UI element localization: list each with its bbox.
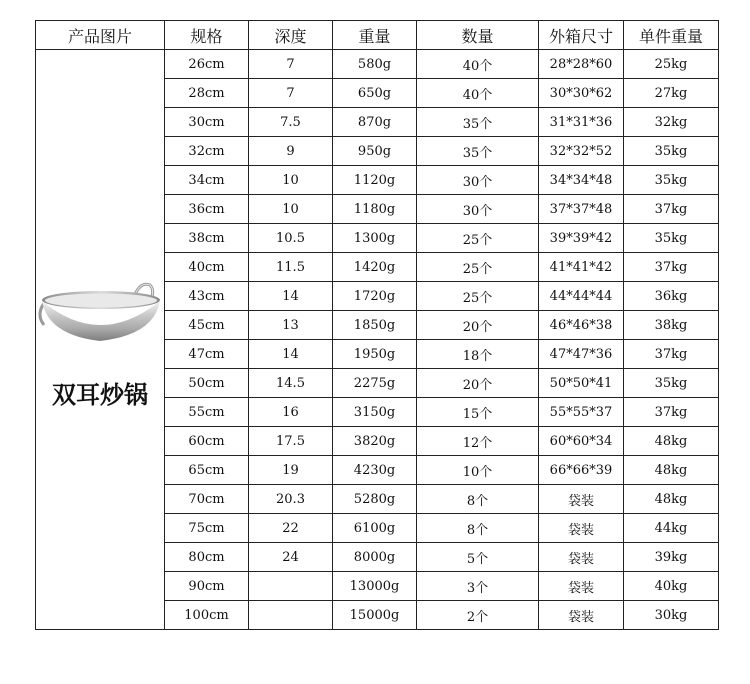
cell-box-size: 41*41*42: [539, 253, 624, 282]
cell-size: 26cm: [165, 50, 249, 79]
cell-depth: 11.5: [249, 253, 333, 282]
cell-size: 90cm: [165, 572, 249, 601]
cell-unit-weight: 40kg: [624, 572, 719, 601]
cell-size: 32cm: [165, 137, 249, 166]
product-name: 双耳炒锅: [52, 380, 148, 409]
cell-weight: 4230g: [333, 456, 417, 485]
cell-size: 28cm: [165, 79, 249, 108]
cell-depth: 10: [249, 195, 333, 224]
cell-weight: 3820g: [333, 427, 417, 456]
cell-unit-weight: 37kg: [624, 398, 719, 427]
cell-unit-weight: 35kg: [624, 137, 719, 166]
header-quantity: 数量: [417, 21, 539, 50]
cell-depth: 19: [249, 456, 333, 485]
cell-quantity: 12个: [417, 427, 539, 456]
cell-box-size: 66*66*39: [539, 456, 624, 485]
cell-quantity: 30个: [417, 166, 539, 195]
table-row: [36, 50, 719, 79]
wok-with-two-handles-icon: [36, 275, 164, 355]
cell-size: 45cm: [165, 311, 249, 340]
cell-depth: 7.5: [249, 108, 333, 137]
cell-box-size: 31*31*36: [539, 108, 624, 137]
cell-unit-weight: 39kg: [624, 543, 719, 572]
cell-weight: 1420g: [333, 253, 417, 282]
header-product-image: 产品图片: [36, 21, 165, 50]
cell-weight: 580g: [333, 50, 417, 79]
cell-weight: 950g: [333, 137, 417, 166]
cell-unit-weight: 37kg: [624, 195, 719, 224]
spec-table: [35, 20, 719, 630]
cell-weight: 1720g: [333, 282, 417, 311]
cell-quantity: 15个: [417, 398, 539, 427]
cell-box-size: 46*46*38: [539, 311, 624, 340]
cell-box-size: 44*44*44: [539, 282, 624, 311]
cell-size: 30cm: [165, 108, 249, 137]
cell-box-size: 55*55*37: [539, 398, 624, 427]
cell-unit-weight: 35kg: [624, 369, 719, 398]
cell-quantity: 10个: [417, 456, 539, 485]
cell-box-size: 袋装: [539, 543, 624, 572]
product-figure: [36, 235, 164, 445]
cell-box-size: 袋装: [539, 485, 624, 514]
cell-weight: 1950g: [333, 340, 417, 369]
cell-weight: 1850g: [333, 311, 417, 340]
cell-depth: 20.3: [249, 485, 333, 514]
cell-box-size: 47*47*36: [539, 340, 624, 369]
cell-weight: 6100g: [333, 514, 417, 543]
cell-quantity: 25个: [417, 282, 539, 311]
cell-box-size: 30*30*62: [539, 79, 624, 108]
cell-unit-weight: 30kg: [624, 601, 719, 630]
cell-quantity: 20个: [417, 311, 539, 340]
header-size: 规格: [165, 21, 249, 50]
cell-depth: 24: [249, 543, 333, 572]
cell-quantity: 40个: [417, 79, 539, 108]
cell-quantity: 8个: [417, 485, 539, 514]
header-depth: 深度: [249, 21, 333, 50]
cell-weight: 15000g: [333, 601, 417, 630]
cell-quantity: 25个: [417, 224, 539, 253]
header-row: [36, 21, 719, 50]
cell-size: 43cm: [165, 282, 249, 311]
cell-size: 65cm: [165, 456, 249, 485]
cell-unit-weight: 27kg: [624, 79, 719, 108]
cell-weight: 650g: [333, 79, 417, 108]
cell-depth: 10: [249, 166, 333, 195]
cell-unit-weight: 32kg: [624, 108, 719, 137]
cell-box-size: 袋装: [539, 601, 624, 630]
cell-weight: 1180g: [333, 195, 417, 224]
cell-depth: 10.5: [249, 224, 333, 253]
cell-quantity: 8个: [417, 514, 539, 543]
cell-unit-weight: 48kg: [624, 456, 719, 485]
cell-quantity: 40个: [417, 50, 539, 79]
cell-weight: 3150g: [333, 398, 417, 427]
cell-box-size: 50*50*41: [539, 369, 624, 398]
cell-quantity: 20个: [417, 369, 539, 398]
cell-quantity: 35个: [417, 108, 539, 137]
cell-weight: 8000g: [333, 543, 417, 572]
cell-size: 47cm: [165, 340, 249, 369]
cell-unit-weight: 38kg: [624, 311, 719, 340]
header-box-size: 外箱尺寸: [539, 21, 624, 50]
cell-size: 40cm: [165, 253, 249, 282]
cell-size: 36cm: [165, 195, 249, 224]
cell-unit-weight: 36kg: [624, 282, 719, 311]
cell-size: 60cm: [165, 427, 249, 456]
cell-quantity: 25个: [417, 253, 539, 282]
cell-unit-weight: 48kg: [624, 427, 719, 456]
cell-size: 70cm: [165, 485, 249, 514]
cell-unit-weight: 48kg: [624, 485, 719, 514]
cell-quantity: 35个: [417, 137, 539, 166]
cell-box-size: 39*39*42: [539, 224, 624, 253]
cell-unit-weight: 44kg: [624, 514, 719, 543]
cell-unit-weight: 35kg: [624, 166, 719, 195]
cell-size: 50cm: [165, 369, 249, 398]
cell-quantity: 5个: [417, 543, 539, 572]
cell-depth: [249, 601, 333, 630]
cell-depth: 16: [249, 398, 333, 427]
cell-box-size: 37*37*48: [539, 195, 624, 224]
cell-quantity: 18个: [417, 340, 539, 369]
cell-depth: [249, 572, 333, 601]
cell-box-size: 34*34*48: [539, 166, 624, 195]
cell-quantity: 30个: [417, 195, 539, 224]
cell-quantity: 2个: [417, 601, 539, 630]
cell-depth: 22: [249, 514, 333, 543]
product-image-cell: [36, 50, 165, 630]
cell-depth: 14.5: [249, 369, 333, 398]
cell-depth: 7: [249, 79, 333, 108]
cell-quantity: 3个: [417, 572, 539, 601]
cell-size: 34cm: [165, 166, 249, 195]
cell-depth: 13: [249, 311, 333, 340]
cell-unit-weight: 25kg: [624, 50, 719, 79]
cell-depth: 14: [249, 340, 333, 369]
cell-unit-weight: 37kg: [624, 253, 719, 282]
cell-weight: 13000g: [333, 572, 417, 601]
cell-size: 100cm: [165, 601, 249, 630]
cell-depth: 9: [249, 137, 333, 166]
cell-weight: 2275g: [333, 369, 417, 398]
cell-box-size: 32*32*52: [539, 137, 624, 166]
cell-size: 75cm: [165, 514, 249, 543]
cell-box-size: 袋装: [539, 572, 624, 601]
cell-weight: 1300g: [333, 224, 417, 253]
cell-unit-weight: 35kg: [624, 224, 719, 253]
cell-weight: 1120g: [333, 166, 417, 195]
cell-depth: 17.5: [249, 427, 333, 456]
header-unit-weight: 单件重量: [624, 21, 719, 50]
cell-weight: 870g: [333, 108, 417, 137]
cell-box-size: 袋装: [539, 514, 624, 543]
cell-size: 80cm: [165, 543, 249, 572]
cell-weight: 5280g: [333, 485, 417, 514]
cell-unit-weight: 37kg: [624, 340, 719, 369]
cell-size: 55cm: [165, 398, 249, 427]
header-weight: 重量: [333, 21, 417, 50]
cell-size: 38cm: [165, 224, 249, 253]
cell-box-size: 60*60*34: [539, 427, 624, 456]
cell-depth: 14: [249, 282, 333, 311]
cell-depth: 7: [249, 50, 333, 79]
cell-box-size: 28*28*60: [539, 50, 624, 79]
